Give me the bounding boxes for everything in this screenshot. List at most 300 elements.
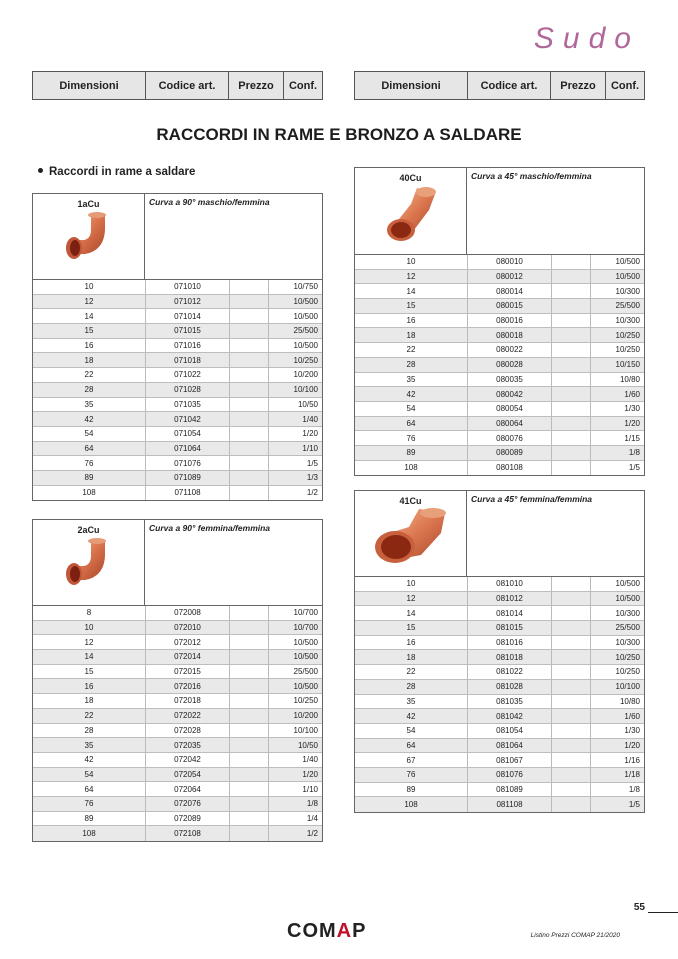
cell-codice: 080108 — [467, 461, 551, 476]
cell-dimensione: 76 — [406, 770, 416, 780]
cell-dimensione: 54 — [406, 404, 416, 414]
product-code: 40Cu — [399, 173, 422, 183]
cell-dimensione: 16 — [406, 638, 416, 648]
cell-codice: 072035 — [145, 738, 229, 752]
header-prezzo: Prezzo — [551, 72, 606, 99]
cell-prezzo — [551, 768, 590, 782]
table-row — [355, 446, 644, 461]
table-row — [355, 461, 644, 476]
cell-dimensione: 12 — [406, 272, 416, 282]
table-row — [355, 797, 644, 812]
cell-conf: 10/250 — [590, 665, 644, 679]
table-row — [355, 665, 644, 680]
cell-dimensione: 89 — [406, 448, 416, 458]
cell-conf: 10/250 — [590, 328, 644, 342]
cell-prezzo — [229, 442, 268, 456]
cell-conf: 1/5 — [268, 456, 322, 470]
cell-codice: 081076 — [467, 768, 551, 782]
cell-dimensione: 28 — [84, 725, 94, 735]
table-row — [355, 431, 644, 446]
cell-dimensione: 76 — [84, 799, 94, 809]
cell-prezzo — [229, 679, 268, 693]
cell-conf: 1/20 — [268, 427, 322, 441]
table-row — [355, 753, 644, 768]
cell-codice: 072012 — [145, 635, 229, 649]
cell-prezzo — [551, 387, 590, 401]
cell-conf: 1/20 — [590, 417, 644, 431]
comap-logo-text: COMAP — [287, 920, 367, 942]
cell-conf: 10/500 — [268, 679, 322, 693]
product-description: Curva a 90° femmina/femmina — [149, 523, 271, 533]
cell-dimensione: 76 — [84, 458, 94, 468]
cell-conf: 10/700 — [268, 621, 322, 635]
cell-prezzo — [551, 665, 590, 679]
table-row — [355, 270, 644, 285]
price-table — [355, 577, 644, 812]
cell-conf: 10/80 — [590, 695, 644, 709]
cell-dimensione: 14 — [84, 652, 94, 662]
copper-elbow-90-icon — [61, 536, 121, 598]
cell-conf: 10/300 — [590, 314, 644, 328]
header-dimensioni: Dimensioni — [33, 72, 146, 99]
cell-prezzo — [551, 606, 590, 620]
cell-dimensione: 89 — [84, 813, 94, 823]
cell-codice: 071022 — [145, 368, 229, 382]
cell-prezzo — [229, 665, 268, 679]
table-row — [33, 621, 322, 636]
cell-codice: 080015 — [467, 299, 551, 313]
cell-dimensione: 22 — [84, 711, 94, 721]
cell-prezzo — [551, 270, 590, 284]
cell-dimensione: 18 — [84, 696, 94, 706]
cell-dimensione: 12 — [84, 637, 94, 647]
cell-conf: 10/500 — [590, 577, 644, 591]
product-code: 2aCu — [77, 525, 100, 535]
cell-prezzo — [229, 427, 268, 441]
table-row — [33, 797, 322, 812]
table-row — [33, 635, 322, 650]
cell-codice: 080035 — [467, 373, 551, 387]
cell-dimensione: 10 — [84, 623, 94, 633]
table-row — [33, 782, 322, 797]
table-row — [33, 456, 322, 471]
table-row — [355, 255, 644, 270]
cell-prezzo — [551, 328, 590, 342]
cell-dimensione: 64 — [84, 443, 94, 453]
table-row — [33, 709, 322, 724]
cell-conf: 10/700 — [268, 606, 322, 620]
cell-conf: 10/500 — [268, 650, 322, 664]
cell-prezzo — [551, 577, 590, 591]
cell-prezzo — [551, 461, 590, 476]
cell-prezzo — [229, 709, 268, 723]
cell-prezzo — [551, 636, 590, 650]
table-row — [33, 650, 322, 665]
cell-dimensione: 54 — [84, 769, 94, 779]
cell-prezzo — [229, 606, 268, 620]
cell-codice: 072076 — [145, 797, 229, 811]
cell-dimensione: 42 — [84, 414, 94, 424]
cell-prezzo — [551, 709, 590, 723]
table-row — [33, 280, 322, 295]
table-row — [33, 486, 322, 501]
cell-prezzo — [551, 373, 590, 387]
cell-prezzo — [229, 826, 268, 841]
table-row — [33, 738, 322, 753]
product-block-41Cu — [354, 490, 645, 813]
cell-conf: 10/80 — [590, 373, 644, 387]
page-number: 55 — [633, 902, 645, 913]
cell-prezzo — [551, 592, 590, 606]
cell-codice: 072016 — [145, 679, 229, 693]
cell-dimensione: 64 — [406, 740, 416, 750]
cell-codice: 081012 — [467, 592, 551, 606]
product-image — [355, 168, 467, 254]
cell-prezzo — [229, 738, 268, 752]
cell-conf: 25/500 — [268, 324, 322, 338]
cell-prezzo — [551, 753, 590, 767]
price-table — [355, 255, 644, 475]
cell-dimensione: 18 — [406, 652, 416, 662]
cell-dimensione: 28 — [406, 682, 416, 692]
copper-elbow-45-icon — [369, 505, 453, 571]
table-row — [355, 328, 644, 343]
cell-codice: 071035 — [145, 398, 229, 412]
table-row — [355, 606, 644, 621]
cell-dimensione: 108 — [82, 829, 96, 839]
cell-dimensione: 89 — [406, 784, 416, 794]
cell-codice: 081108 — [467, 797, 551, 812]
cell-conf: 1/5 — [590, 797, 644, 812]
cell-conf: 10/750 — [268, 280, 322, 294]
cell-prezzo — [229, 724, 268, 738]
cell-codice: 080012 — [467, 270, 551, 284]
cell-dimensione: 16 — [84, 681, 94, 691]
cell-conf: 1/4 — [268, 812, 322, 826]
cell-codice: 081016 — [467, 636, 551, 650]
table-row — [355, 636, 644, 651]
cell-codice: 071018 — [145, 353, 229, 367]
cell-dimensione: 35 — [84, 740, 94, 750]
cell-prezzo — [551, 783, 590, 797]
cell-conf: 1/3 — [268, 471, 322, 485]
cell-codice: 081089 — [467, 783, 551, 797]
cell-dimensione: 18 — [84, 355, 94, 365]
table-row — [33, 398, 322, 413]
table-row — [33, 724, 322, 739]
cell-prezzo — [551, 314, 590, 328]
cell-conf: 10/250 — [590, 650, 644, 664]
table-row — [33, 694, 322, 709]
cell-prezzo — [229, 486, 268, 501]
cell-conf: 10/500 — [268, 339, 322, 353]
cell-dimensione: 42 — [406, 711, 416, 721]
table-row — [355, 724, 644, 739]
cell-conf: 10/50 — [268, 398, 322, 412]
cell-dimensione: 28 — [84, 385, 94, 395]
cell-dimensione: 108 — [404, 800, 418, 810]
cell-dimensione: 89 — [84, 473, 94, 483]
cell-conf: 10/200 — [268, 368, 322, 382]
cell-codice: 081054 — [467, 724, 551, 738]
cell-conf: 10/100 — [268, 724, 322, 738]
cell-dimensione: 28 — [406, 360, 416, 370]
table-row — [355, 358, 644, 373]
cell-codice: 071016 — [145, 339, 229, 353]
cell-conf: 1/20 — [268, 768, 322, 782]
section-subtitle-text: Raccordi in rame a saldare — [49, 166, 196, 178]
cell-codice: 072028 — [145, 724, 229, 738]
cell-prezzo — [551, 695, 590, 709]
cell-codice: 081042 — [467, 709, 551, 723]
listino-footer: Listino Prezzi COMAP 21/2020 — [530, 932, 620, 939]
product-description: Curva a 90° maschio/femmina — [149, 197, 270, 207]
cell-conf: 1/8 — [268, 797, 322, 811]
cell-codice: 080042 — [467, 387, 551, 401]
table-row — [355, 373, 644, 388]
cell-conf: 25/500 — [590, 621, 644, 635]
cell-conf: 10/250 — [590, 343, 644, 357]
cell-prezzo — [229, 309, 268, 323]
cell-codice: 080076 — [467, 431, 551, 445]
cell-dimensione: 35 — [406, 696, 416, 706]
table-row — [33, 368, 322, 383]
cell-codice: 072042 — [145, 753, 229, 767]
cell-conf: 1/10 — [268, 442, 322, 456]
cell-prezzo — [551, 797, 590, 812]
cell-codice: 071015 — [145, 324, 229, 338]
table-row — [355, 621, 644, 636]
table-row — [33, 383, 322, 398]
cell-conf: 25/500 — [268, 665, 322, 679]
cell-conf: 1/2 — [268, 826, 322, 841]
cell-conf: 10/500 — [268, 295, 322, 309]
cell-prezzo — [551, 402, 590, 416]
cell-codice: 072022 — [145, 709, 229, 723]
cell-prezzo — [551, 739, 590, 753]
cell-prezzo — [229, 412, 268, 426]
table-row — [355, 739, 644, 754]
table-row — [33, 324, 322, 339]
cell-codice: 072010 — [145, 621, 229, 635]
cell-codice: 080054 — [467, 402, 551, 416]
cell-codice: 080064 — [467, 417, 551, 431]
cell-dimensione: 18 — [406, 330, 416, 340]
cell-codice: 071054 — [145, 427, 229, 441]
cell-prezzo — [551, 446, 590, 460]
product-description: Curva a 45° femmina/femmina — [471, 494, 593, 504]
cell-prezzo — [229, 456, 268, 470]
cell-codice: 081014 — [467, 606, 551, 620]
table-row — [355, 709, 644, 724]
table-row — [33, 826, 322, 841]
price-table — [33, 280, 322, 500]
cell-codice: 072018 — [145, 694, 229, 708]
cell-codice: 071012 — [145, 295, 229, 309]
cell-prezzo — [551, 299, 590, 313]
cell-prezzo — [229, 295, 268, 309]
comap-logo — [287, 920, 366, 943]
cell-codice: 072008 — [145, 606, 229, 620]
cell-prezzo — [229, 383, 268, 397]
cell-conf: 1/8 — [590, 783, 644, 797]
table-row — [355, 783, 644, 798]
product-block-40Cu — [354, 167, 645, 476]
header-prezzo: Prezzo — [229, 72, 284, 99]
cell-dimensione: 64 — [406, 418, 416, 428]
cell-prezzo — [229, 782, 268, 796]
cell-dimensione: 108 — [404, 463, 418, 473]
cell-codice: 071108 — [145, 486, 229, 501]
cell-prezzo — [229, 753, 268, 767]
cell-conf: 25/500 — [590, 299, 644, 313]
table-row — [33, 353, 322, 368]
cell-dimensione: 12 — [84, 297, 94, 307]
product-block-2aCu — [32, 519, 323, 842]
cell-conf: 10/500 — [268, 309, 322, 323]
cell-codice: 072015 — [145, 665, 229, 679]
cell-conf: 1/8 — [590, 446, 644, 460]
page-number-rule — [648, 912, 678, 913]
cell-dimensione: 12 — [406, 594, 416, 604]
table-row — [355, 695, 644, 710]
cell-dimensione: 14 — [406, 608, 416, 618]
cell-conf: 10/300 — [590, 284, 644, 298]
cell-conf: 10/250 — [268, 694, 322, 708]
column-header-right — [354, 71, 645, 100]
cell-codice: 072108 — [145, 826, 229, 841]
cell-codice: 072054 — [145, 768, 229, 782]
cell-dimensione: 15 — [84, 326, 94, 336]
cell-conf: 1/2 — [268, 486, 322, 501]
cell-codice: 081064 — [467, 739, 551, 753]
cell-conf: 10/300 — [590, 636, 644, 650]
cell-prezzo — [229, 398, 268, 412]
cell-prezzo — [229, 650, 268, 664]
cell-prezzo — [229, 635, 268, 649]
cell-conf: 10/150 — [590, 358, 644, 372]
header-codice: Codice art. — [468, 72, 551, 99]
cell-codice: 072064 — [145, 782, 229, 796]
header-dimensioni: Dimensioni — [355, 72, 468, 99]
cell-prezzo — [229, 339, 268, 353]
cell-conf: 10/500 — [590, 255, 644, 269]
table-row — [33, 753, 322, 768]
header-codice: Codice art. — [146, 72, 229, 99]
cell-dimensione: 42 — [406, 389, 416, 399]
table-row — [33, 412, 322, 427]
table-row — [33, 471, 322, 486]
table-row — [355, 402, 644, 417]
cell-conf: 1/40 — [268, 412, 322, 426]
cell-prezzo — [229, 368, 268, 382]
cell-dimensione: 15 — [406, 301, 416, 311]
table-row — [33, 768, 322, 783]
column-header-left — [32, 71, 323, 100]
table-row — [355, 417, 644, 432]
cell-conf: 1/30 — [590, 724, 644, 738]
table-row — [33, 442, 322, 457]
table-row — [33, 309, 322, 324]
cell-prezzo — [551, 431, 590, 445]
product-image — [33, 194, 145, 279]
cell-prezzo — [229, 621, 268, 635]
cell-prezzo — [551, 724, 590, 738]
table-row — [33, 665, 322, 680]
product-code: 1aCu — [77, 199, 100, 209]
cell-codice: 080028 — [467, 358, 551, 372]
cell-prezzo — [229, 353, 268, 367]
section-subtitle — [38, 166, 195, 178]
cell-codice: 071042 — [145, 412, 229, 426]
cell-dimensione: 8 — [86, 608, 92, 618]
cell-conf: 10/50 — [268, 738, 322, 752]
cell-conf: 10/300 — [590, 606, 644, 620]
cell-codice: 081022 — [467, 665, 551, 679]
table-row — [355, 387, 644, 402]
table-row — [355, 343, 644, 358]
bullet-icon — [38, 168, 43, 173]
table-row — [33, 679, 322, 694]
cell-codice: 081067 — [467, 753, 551, 767]
product-image — [33, 520, 145, 605]
cell-codice: 080022 — [467, 343, 551, 357]
brand-title: Sudo — [533, 22, 640, 55]
table-row — [355, 592, 644, 607]
table-row — [355, 577, 644, 592]
cell-dimensione: 67 — [406, 755, 416, 765]
cell-codice: 071028 — [145, 383, 229, 397]
cell-dimensione: 42 — [84, 755, 94, 765]
cell-conf: 1/16 — [590, 753, 644, 767]
cell-prezzo — [551, 358, 590, 372]
table-row — [355, 299, 644, 314]
cell-prezzo — [551, 417, 590, 431]
cell-conf: 10/100 — [590, 680, 644, 694]
cell-dimensione: 64 — [84, 784, 94, 794]
cell-codice: 081018 — [467, 650, 551, 664]
cell-codice: 081015 — [467, 621, 551, 635]
cell-dimensione: 16 — [84, 341, 94, 351]
cell-conf: 1/5 — [590, 461, 644, 476]
cell-dimensione: 76 — [406, 433, 416, 443]
cell-conf: 1/60 — [590, 387, 644, 401]
cell-conf: 10/500 — [590, 270, 644, 284]
cell-dimensione: 10 — [406, 257, 416, 267]
cell-codice: 072089 — [145, 812, 229, 826]
cell-conf: 1/20 — [590, 739, 644, 753]
table-row — [33, 295, 322, 310]
product-image — [355, 491, 467, 576]
table-row — [355, 680, 644, 695]
copper-elbow-90-icon — [61, 210, 121, 272]
cell-dimensione: 16 — [406, 316, 416, 326]
table-row — [355, 650, 644, 665]
cell-prezzo — [229, 812, 268, 826]
cell-codice: 071014 — [145, 309, 229, 323]
header-conf: Conf. — [610, 79, 640, 92]
cell-conf: 1/60 — [590, 709, 644, 723]
product-description: Curva a 45° maschio/femmina — [471, 171, 592, 181]
cell-prezzo — [551, 343, 590, 357]
cell-dimensione: 108 — [82, 488, 96, 498]
cell-prezzo — [229, 797, 268, 811]
cell-dimensione: 22 — [406, 345, 416, 355]
cell-conf: 10/250 — [268, 353, 322, 367]
page-title: RACCORDI IN RAME E BRONZO A SALDARE — [156, 125, 522, 144]
product-code: 41Cu — [399, 496, 422, 506]
cell-codice: 080018 — [467, 328, 551, 342]
